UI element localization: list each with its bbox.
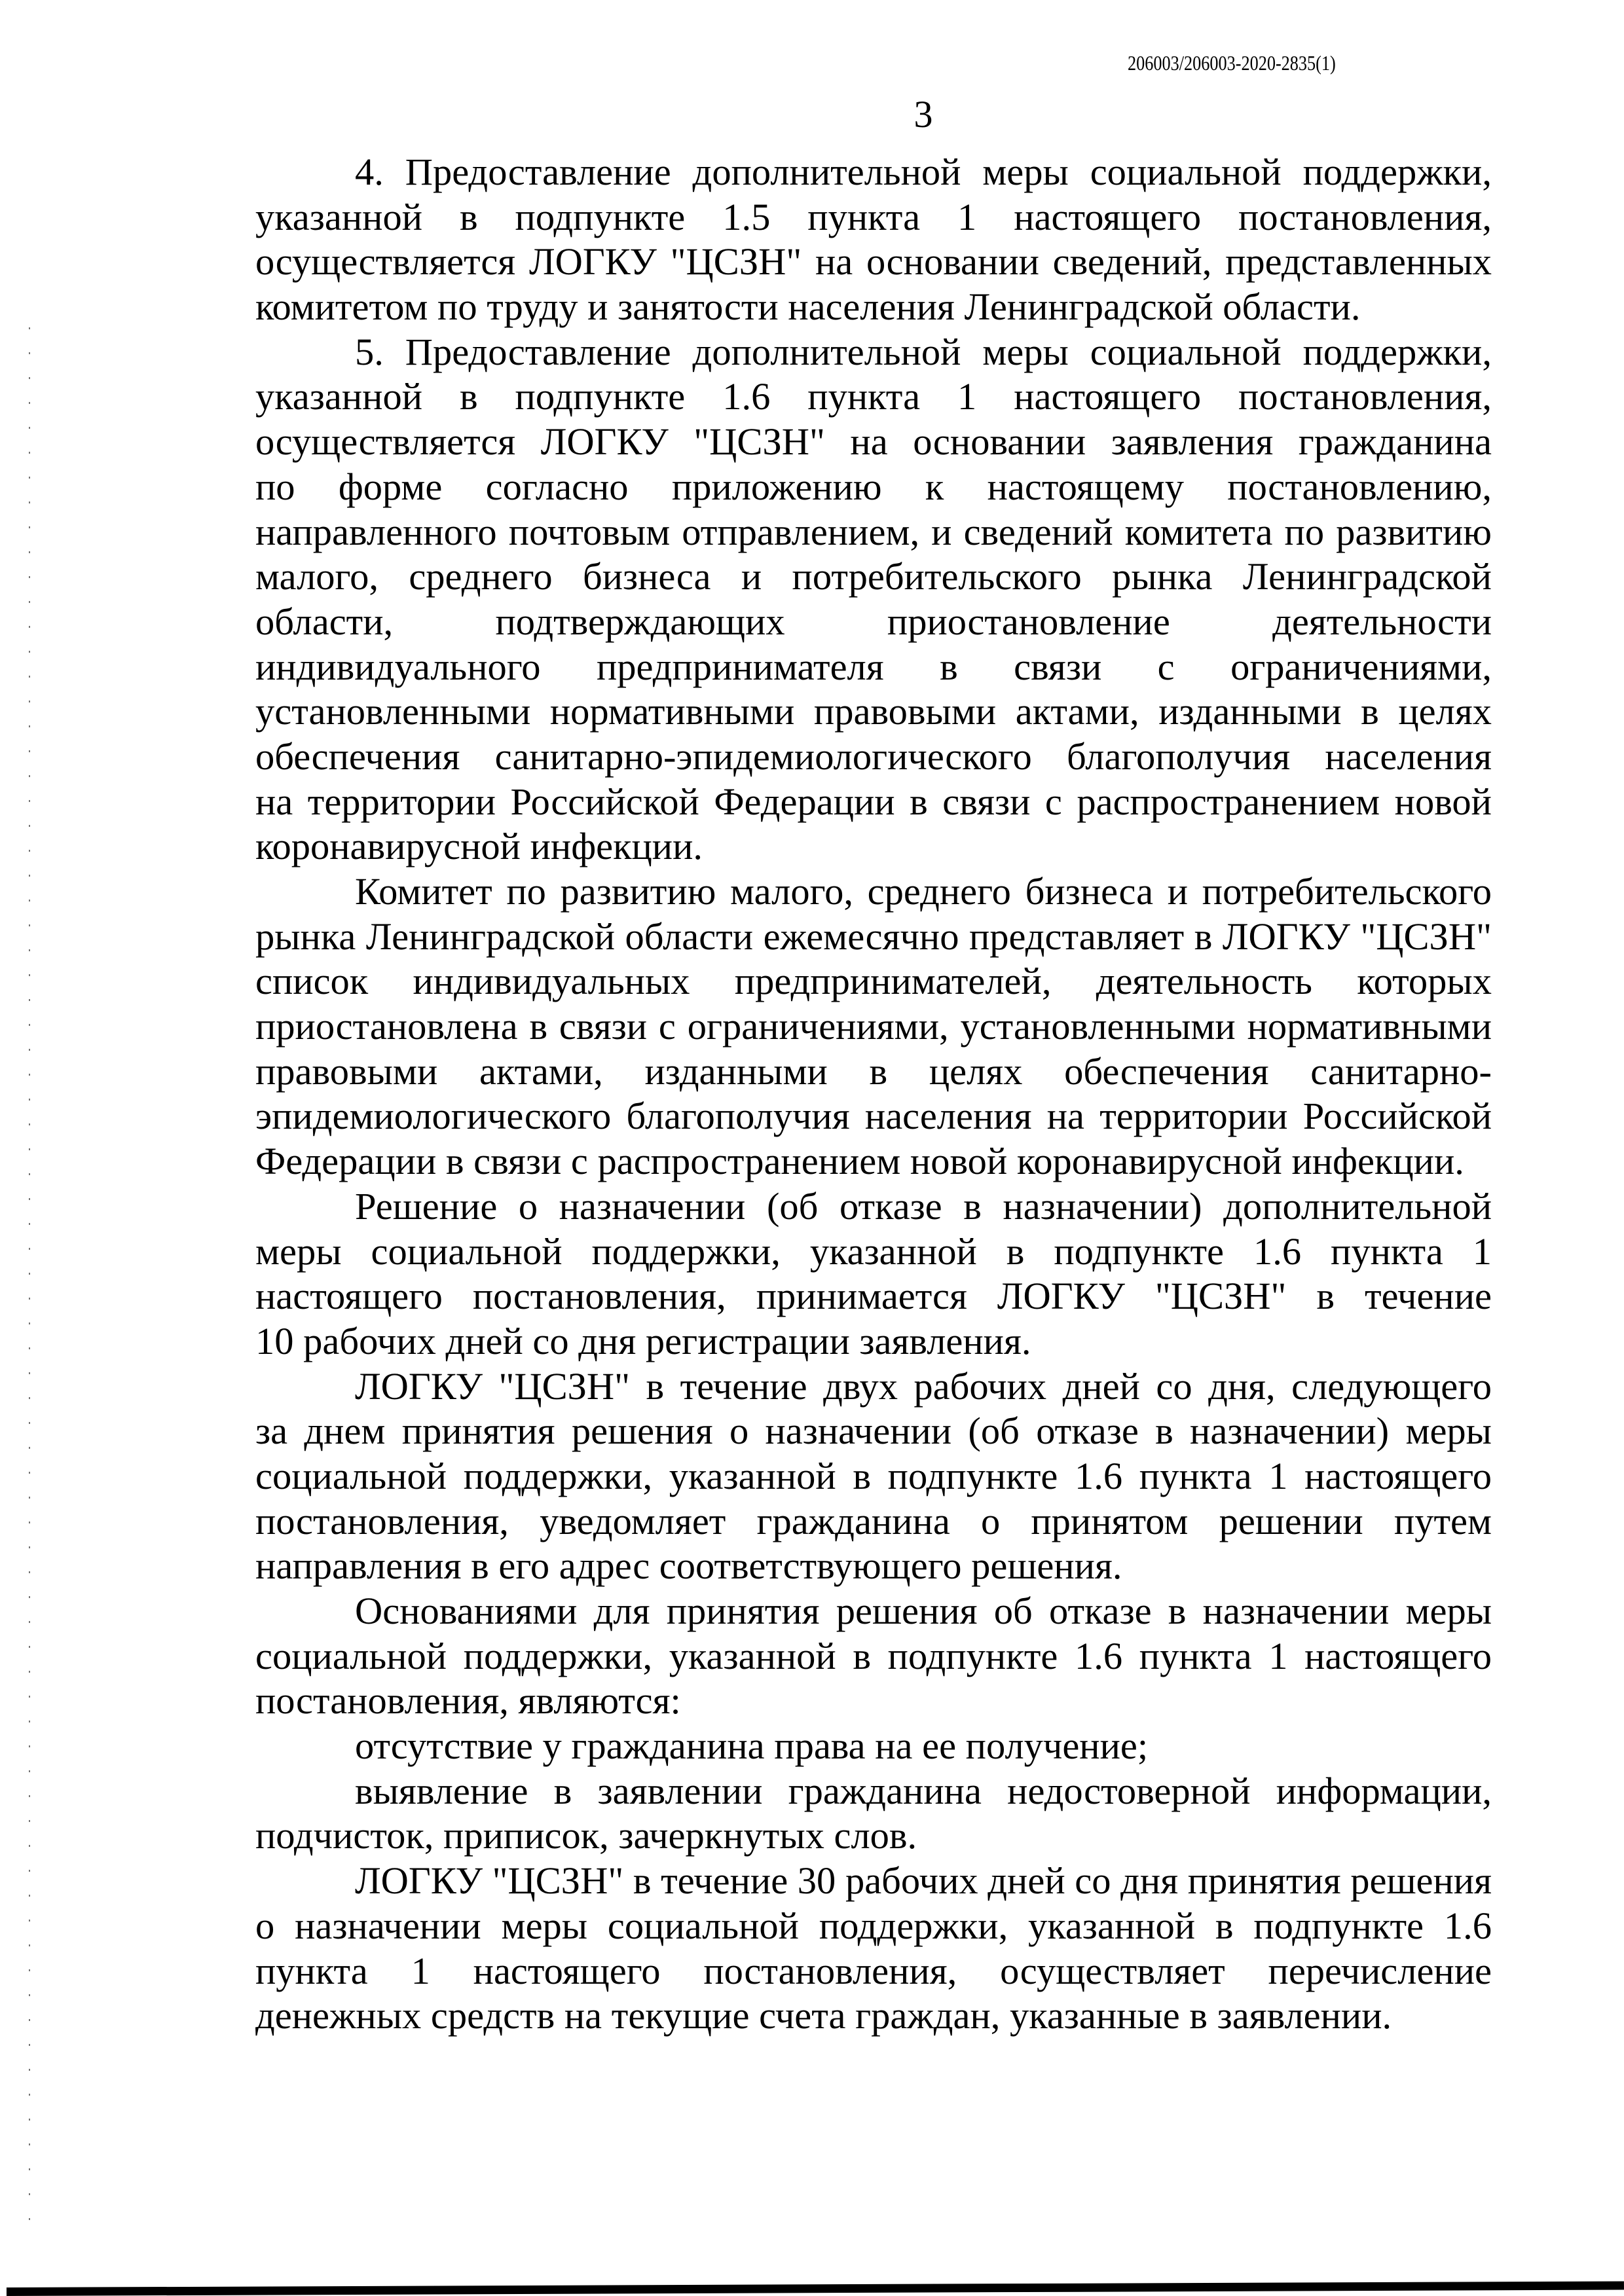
text-line: денежных средств на текущие счета граждан, указанные в заявлении. [255, 1994, 1392, 2037]
paragraph-p5 [255, 330, 1492, 869]
text-line: подчисток, приписок, зачеркнутых слов. [255, 1814, 917, 1857]
text-line: Решение о назначении (об отказе в назначении) дополнительной [355, 1184, 1492, 1228]
text-line: обеспечения санитарно-эпидемиологического благополучия населения [255, 735, 1492, 778]
document-body [255, 150, 1492, 2039]
text-line: осуществляется ЛОГКУ "ЦСЗН" на основании сведений, представленных [255, 240, 1492, 283]
text-line: постановления, уведомляет гражданина о принятом решении путем [255, 1499, 1492, 1542]
text-line: Основаниями для принятия решения об отказе в назначении меры [355, 1590, 1492, 1632]
text-line: настоящего постановления, принимается ЛОГКУ "ЦСЗН" в течение [255, 1275, 1492, 1318]
text-line: комитетом по труду и занятости населения Ленинградской области. [255, 285, 1361, 329]
text-line: установленными нормативными правовыми актами, изданными в целях [255, 690, 1492, 733]
scan-bottom-edge [7, 2282, 1624, 2296]
paragraph-p4 [255, 150, 1492, 330]
scan-margin-artifact [29, 327, 30, 2226]
text-line: ЛОГКУ "ЦСЗН" в течение двух рабочих дней со дня, следующего [355, 1364, 1492, 1408]
paragraph-p-notify [255, 1364, 1492, 1589]
text-line: за днем принятия решения о назначении (об отказе в назначении) меры [255, 1410, 1492, 1453]
text-line: индивидуального предпринимателя в связи с ограничениями, [255, 645, 1492, 688]
text-line: ЛОГКУ "ЦСЗН" в течение 30 рабочих дней со дня принятия решения [355, 1859, 1492, 1903]
paragraph-p-committee [255, 869, 1492, 1184]
text-line: эпидемиологического благополучия населения на территории Российской [255, 1095, 1492, 1138]
text-line: о назначении меры социальной поддержки, указанной в подпункте 1.6 [255, 1904, 1492, 1947]
text-line: 4. Предоставление дополнительной меры социальной поддержки, [355, 151, 1492, 193]
text-line: на территории Российской Федерации в связи с распространением новой [255, 780, 1492, 823]
text-line: Федерации в связи с распространением новой коронавирусной инфекции. [255, 1140, 1464, 1183]
page-number: 3 [913, 93, 933, 136]
text-line: направленного почтовым отправлением, и сведений комитета по развитию [255, 510, 1492, 553]
text-line: направления в его адрес соответствующего решения. [255, 1544, 1122, 1588]
text-line: Комитет по развитию малого, среднего бизнеса и потребительского [355, 870, 1492, 913]
paragraph-p-grounds [255, 1589, 1492, 1724]
text-line: осуществляется ЛОГКУ "ЦСЗН" на основании заявления гражданина [255, 420, 1492, 464]
text-line: указанной в подпункте 1.5 пункта 1 настоящего постановления, [255, 195, 1492, 238]
text-line: области, подтверждающих приостановление деятельности [255, 600, 1492, 643]
text-line: социальной поддержки, указанной в подпункте 1.6 пункта 1 настоящего [255, 1454, 1492, 1497]
text-line: выявление в заявлении гражданина недостоверной информации, [355, 1769, 1492, 1812]
text-line: указанной в подпункте 1.6 пункта 1 настоящего постановления, [255, 375, 1492, 418]
document-id: 206003/206003-2020-2835(1) [1128, 51, 1336, 75]
text-line: социальной поддержки, указанной в подпункте 1.6 пункта 1 настоящего [255, 1634, 1492, 1677]
text-line: 10 рабочих дней со дня регистрации заявления. [255, 1319, 1031, 1362]
text-line: коронавирусной инфекции. [255, 825, 703, 868]
text-line: приостановлена в связи с ограничениями, установленными нормативными [255, 1005, 1492, 1048]
paragraph-p-ground-2 [255, 1769, 1492, 1859]
text-line: правовыми актами, изданными в целях обеспечения санитарно- [255, 1049, 1492, 1093]
text-line: пункта 1 настоящего постановления, осуществляет перечисление [255, 1949, 1492, 1992]
text-line: список индивидуальных предпринимателей, деятельность которых [255, 960, 1492, 1003]
text-line: отсутствие у гражданина права на ее получение; [355, 1724, 1149, 1768]
text-line: рынка Ленинградской области ежемесячно представляет в ЛОГКУ "ЦСЗН" [255, 915, 1492, 958]
text-line: малого, среднего бизнеса и потребительского рынка Ленинградской [255, 555, 1492, 598]
text-line: меры социальной поддержки, указанной в подпункте 1.6 пункта 1 [255, 1230, 1492, 1273]
paragraph-p-payment [255, 1859, 1492, 2039]
text-line: постановления, являются: [255, 1679, 681, 1722]
paragraph-p-ground-1 [255, 1724, 1492, 1769]
paragraph-p-decision [255, 1184, 1492, 1364]
text-line: по форме согласно приложению к настоящему постановлению, [255, 465, 1492, 508]
text-line: 5. Предоставление дополнительной меры социальной поддержки, [355, 330, 1492, 373]
